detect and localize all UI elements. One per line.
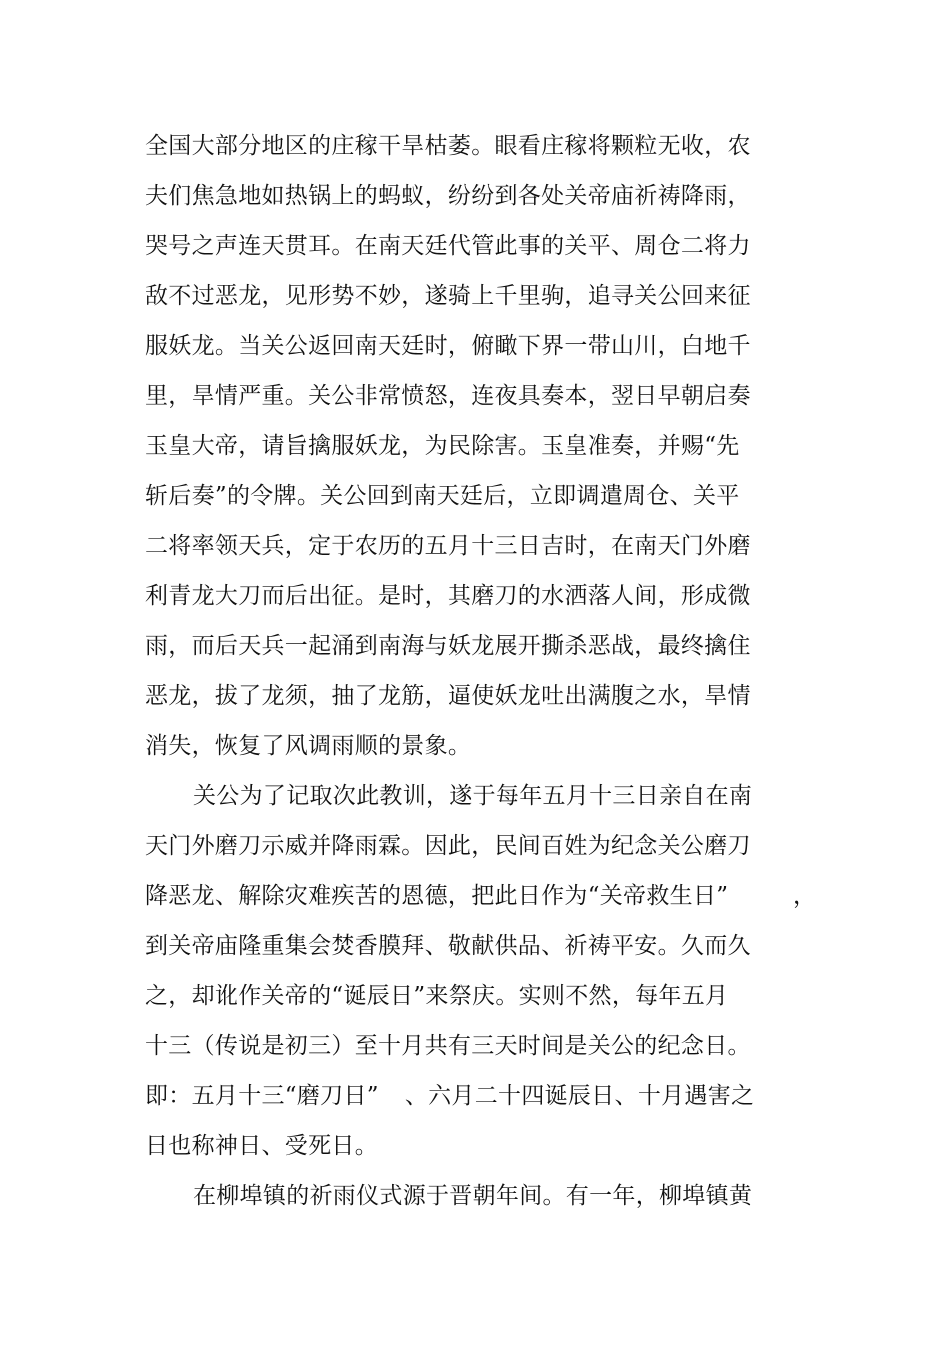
paragraph-start-line: 关公为了记取次此教训，遂于每年五月十三日亲自在南 <box>193 783 753 809</box>
text-line: 到关帝庙隆重集会焚香膜拜、敬献供品、祈祷平安。久而久 <box>145 933 751 959</box>
text-line: 里，旱情严重。关公非常愤怒，连夜具奏本，翌日早朝启奏 <box>145 383 751 409</box>
text-line: 十三（传说是初三）至十月共有三天时间是关公的纪念日。 <box>145 1033 751 1059</box>
text-line: 消失，恢复了风调雨顺的景象。 <box>145 733 472 759</box>
text-line: 夫们焦急地如热锅上的蚂蚁，纷纷到各处关帝庙祈祷降雨， <box>145 183 751 209</box>
text-line: 哭号之声连天贯耳。在南天廷代管此事的关平、周仓二将力 <box>145 233 751 259</box>
text-line: 全国大部分地区的庄稼干旱枯萎。眼看庄稼将颗粒无收，农 <box>145 133 751 159</box>
text-line: 天门外磨刀示威并降雨霖。因此，民间百姓为纪念关公磨刀 <box>145 833 751 859</box>
text-line: 雨，而后天兵一起涌到南海与妖龙展开撕杀恶战，最终擒住 <box>145 633 751 659</box>
text-line: 之，却讹作关帝的“诞辰日”来祭庆。实则不然，每年五月 <box>145 983 729 1009</box>
text-line: 日也称神日、受死日。 <box>145 1133 378 1159</box>
text-line: 二将率领天兵，定于农历的五月十三日吉时，在南天门外磨 <box>145 533 751 559</box>
text-segment: 、六月二十四诞辰日、十月遇害之 <box>404 1083 755 1109</box>
text-segment: 即：五月十三“磨刀日” <box>145 1083 379 1109</box>
text-line: 玉皇大帝，请旨擒服妖龙，为民除害。玉皇准奏，并赐“先 <box>145 433 740 459</box>
paragraph-start-line: 在柳埠镇的祈雨仪式源于晋朝年间。有一年，柳埠镇黄 <box>193 1183 753 1209</box>
text-line-split <box>145 1081 754 1111</box>
text-line: 斩后奏”的令牌。关公回到南天廷后，立即调遣周仓、关平 <box>145 483 740 509</box>
stray-comma: ， <box>793 883 816 909</box>
text-line: 降恶龙、解除灾难疾苦的恩德，把此日作为“关帝救生日” <box>145 883 729 909</box>
text-line: 利青龙大刀而后出征。是时，其磨刀的水洒落人间，形成微 <box>145 583 751 609</box>
text-line: 敌不过恶龙，见形势不妙，遂骑上千里驹，追寻关公回来征 <box>145 283 751 309</box>
text-line: 服妖龙。当关公返回南天廷时，俯瞰下界一带山川，白地千 <box>145 333 751 359</box>
text-line: 恶龙，拔了龙须，抽了龙筋，逼使妖龙吐出满腹之水，旱情 <box>145 683 751 709</box>
